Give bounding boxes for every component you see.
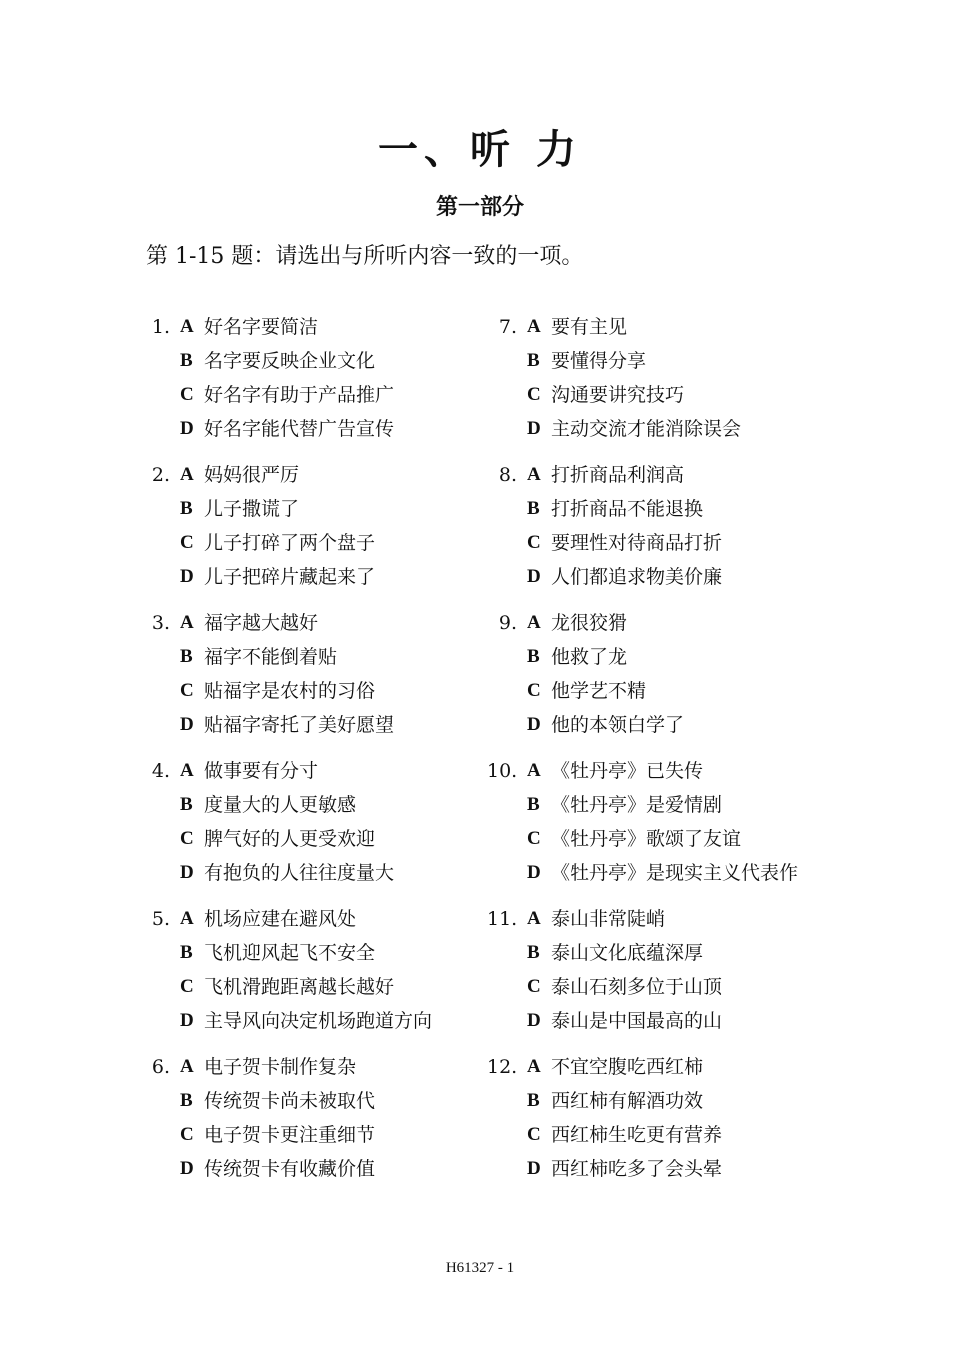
answer-option — [487, 378, 887, 412]
option-letter: D — [527, 566, 541, 587]
question-number: 8. — [498, 464, 517, 486]
answer-option — [140, 606, 540, 640]
option-letter: A — [527, 612, 541, 633]
question-number: 7. — [498, 316, 517, 338]
option-text: 《牡丹亭》是现实主义代表作 — [551, 862, 799, 884]
answer-option — [487, 412, 887, 446]
answer-option — [140, 560, 540, 594]
option-text: 主导风向决定机场跑道方向 — [204, 1010, 433, 1032]
option-letter: D — [180, 714, 194, 735]
option-text: 不宜空腹吃西红柿 — [551, 1056, 704, 1078]
option-letter: D — [180, 1010, 194, 1031]
option-letter: A — [180, 908, 194, 929]
question-number: 2. — [151, 464, 170, 486]
answer-option — [487, 936, 887, 970]
answer-option — [487, 1084, 887, 1118]
question-item — [140, 310, 540, 458]
answer-option — [140, 674, 540, 708]
question-number: 10. — [487, 760, 518, 782]
answer-option — [140, 344, 540, 378]
option-letter: A — [527, 1056, 541, 1077]
instruction-text: 第 1-15 题：请选出与所听内容一致的一项。 — [146, 244, 584, 269]
question-number: 5. — [151, 908, 170, 930]
answer-option — [487, 640, 887, 674]
answer-option — [140, 640, 540, 674]
option-text: 主动交流才能消除误会 — [551, 418, 742, 440]
option-letter: B — [527, 794, 540, 815]
option-letter: C — [527, 680, 541, 701]
option-text: 《牡丹亭》歌颂了友谊 — [551, 828, 742, 850]
question-number: 4. — [151, 760, 170, 782]
answer-option — [140, 378, 540, 412]
answer-option — [487, 526, 887, 560]
answer-option — [487, 492, 887, 526]
option-letter: D — [527, 862, 541, 883]
option-letter: D — [527, 1010, 541, 1031]
option-letter: D — [180, 862, 194, 883]
option-text: 做事要有分寸 — [204, 760, 319, 782]
question-number: 1. — [151, 316, 170, 338]
option-text: 贴福字是农村的习俗 — [204, 680, 376, 702]
option-text: 西红柿有解酒功效 — [551, 1090, 704, 1112]
answer-option — [487, 344, 887, 378]
option-text: 妈妈很严厉 — [204, 464, 300, 486]
option-letter: C — [180, 384, 194, 405]
option-text: 泰山是中国最高的山 — [551, 1010, 723, 1032]
option-letter: A — [527, 908, 541, 929]
answer-option — [487, 970, 887, 1004]
question-item — [140, 606, 540, 754]
option-text: 好名字能代替广告宣传 — [204, 418, 395, 440]
option-letter: B — [180, 794, 193, 815]
page-footer: H61327 - 1 — [445, 1260, 515, 1276]
answer-option — [140, 1050, 540, 1084]
answer-option — [140, 526, 540, 560]
answer-option — [140, 412, 540, 446]
page-title: 一、听 力 — [378, 126, 582, 173]
option-text: 机场应建在避风处 — [204, 908, 357, 930]
answer-option — [140, 492, 540, 526]
option-letter: A — [527, 464, 541, 485]
option-letter: B — [180, 498, 193, 519]
option-text: 儿子打碎了两个盘子 — [204, 532, 376, 554]
answer-option — [140, 936, 540, 970]
question-item — [487, 458, 887, 606]
option-text: 电子贺卡更注重细节 — [204, 1124, 376, 1146]
option-text: 有抱负的人往往度量大 — [204, 862, 395, 884]
option-text: 他的本领白学了 — [551, 714, 685, 736]
option-letter: C — [527, 1124, 541, 1145]
option-letter: B — [180, 1090, 193, 1111]
option-letter: D — [527, 1158, 541, 1179]
option-text: 泰山非常陡峭 — [551, 908, 666, 930]
answer-option — [487, 674, 887, 708]
option-text: 儿子撒谎了 — [204, 498, 300, 520]
option-text: 飞机迎风起飞不安全 — [204, 942, 376, 964]
answer-option — [487, 458, 887, 492]
option-letter: C — [180, 976, 194, 997]
option-text: 福字越大越好 — [204, 612, 319, 634]
answer-option — [487, 1050, 887, 1084]
option-text: 要懂得分享 — [551, 350, 647, 372]
option-text: 《牡丹亭》已失传 — [551, 760, 704, 782]
option-letter: C — [527, 828, 541, 849]
option-text: 人们都追求物美价廉 — [551, 566, 723, 588]
left-question-column — [140, 310, 540, 1198]
answer-option — [140, 970, 540, 1004]
answer-option — [140, 1152, 540, 1186]
answer-option — [487, 902, 887, 936]
option-text: 泰山文化底蕴深厚 — [551, 942, 704, 964]
question-number: 11. — [487, 908, 518, 930]
option-letter: A — [527, 760, 541, 781]
option-text: 泰山石刻多位于山顶 — [551, 976, 723, 998]
answer-option — [140, 458, 540, 492]
option-letter: B — [527, 942, 540, 963]
option-letter: D — [527, 714, 541, 735]
section-heading: 第一部分 — [435, 194, 524, 220]
answer-option — [487, 1004, 887, 1038]
option-text: 打折商品利润高 — [551, 464, 685, 486]
option-letter: C — [527, 532, 541, 553]
option-letter: A — [180, 316, 194, 337]
option-text: 沟通要讲究技巧 — [551, 384, 685, 406]
answer-option — [487, 1152, 887, 1186]
answer-option — [487, 1118, 887, 1152]
question-number: 12. — [487, 1056, 518, 1078]
question-item — [487, 902, 887, 1050]
option-text: 好名字有助于产品推广 — [204, 384, 395, 406]
option-text: 要理性对待商品打折 — [551, 532, 723, 554]
option-text: 贴福字寄托了美好愿望 — [204, 714, 395, 736]
option-letter: B — [527, 646, 540, 667]
option-letter: B — [527, 498, 540, 519]
answer-option — [487, 754, 887, 788]
answer-option — [140, 310, 540, 344]
answer-option — [140, 1004, 540, 1038]
option-letter: C — [180, 680, 194, 701]
option-text: 名字要反映企业文化 — [204, 350, 376, 372]
option-letter: B — [180, 942, 193, 963]
answer-option — [487, 606, 887, 640]
option-letter: D — [180, 1158, 194, 1179]
option-text: 传统贺卡有收藏价值 — [204, 1158, 376, 1180]
option-text: 他救了龙 — [551, 646, 628, 668]
option-letter: D — [180, 418, 194, 439]
option-text: 好名字要简洁 — [204, 316, 319, 338]
option-letter: C — [180, 1124, 194, 1145]
answer-option — [487, 560, 887, 594]
option-letter: D — [527, 418, 541, 439]
option-text: 电子贺卡制作复杂 — [204, 1056, 357, 1078]
option-text: 儿子把碎片藏起来了 — [204, 566, 376, 588]
option-letter: B — [180, 646, 193, 667]
right-question-column — [487, 310, 887, 1198]
answer-option — [140, 902, 540, 936]
option-text: 西红柿吃多了会头晕 — [551, 1158, 723, 1180]
option-text: 他学艺不精 — [551, 680, 647, 702]
option-text: 打折商品不能退换 — [551, 498, 704, 520]
answer-option — [140, 754, 540, 788]
option-text: 福字不能倒着贴 — [204, 646, 338, 668]
option-text: 飞机滑跑距离越长越好 — [204, 976, 395, 998]
option-letter: B — [180, 350, 193, 371]
answer-option — [487, 310, 887, 344]
question-item — [487, 754, 887, 902]
question-item — [140, 458, 540, 606]
option-text: 脾气好的人更受欢迎 — [204, 828, 376, 850]
question-item — [487, 606, 887, 754]
question-number: 3. — [151, 612, 170, 634]
option-letter: D — [180, 566, 194, 587]
answer-option — [487, 788, 887, 822]
option-text: 传统贺卡尚未被取代 — [204, 1090, 376, 1112]
option-letter: A — [527, 316, 541, 337]
option-text: 度量大的人更敏感 — [204, 794, 357, 816]
answer-option — [487, 856, 887, 890]
option-letter: A — [180, 1056, 194, 1077]
question-number: 9. — [498, 612, 517, 634]
option-letter: A — [180, 464, 194, 485]
answer-option — [140, 788, 540, 822]
answer-option — [140, 708, 540, 742]
question-item — [140, 902, 540, 1050]
option-text: 要有主见 — [551, 316, 628, 338]
answer-option — [140, 1084, 540, 1118]
option-letter: B — [527, 350, 540, 371]
answer-option — [140, 856, 540, 890]
option-letter: A — [180, 612, 194, 633]
question-item — [140, 754, 540, 902]
option-letter: C — [180, 828, 194, 849]
answer-option — [487, 822, 887, 856]
question-item — [140, 1050, 540, 1198]
question-item — [487, 1050, 887, 1198]
option-letter: C — [527, 384, 541, 405]
option-text: 西红柿生吃更有营养 — [551, 1124, 723, 1146]
option-letter: C — [180, 532, 194, 553]
option-letter: C — [527, 976, 541, 997]
option-letter: A — [180, 760, 194, 781]
option-text: 《牡丹亭》是爱情剧 — [551, 794, 723, 816]
question-number: 6. — [151, 1056, 170, 1078]
answer-option — [140, 822, 540, 856]
answer-option — [140, 1118, 540, 1152]
option-letter: B — [527, 1090, 540, 1111]
question-item — [487, 310, 887, 458]
answer-option — [487, 708, 887, 742]
option-text: 龙很狡猾 — [551, 612, 628, 634]
